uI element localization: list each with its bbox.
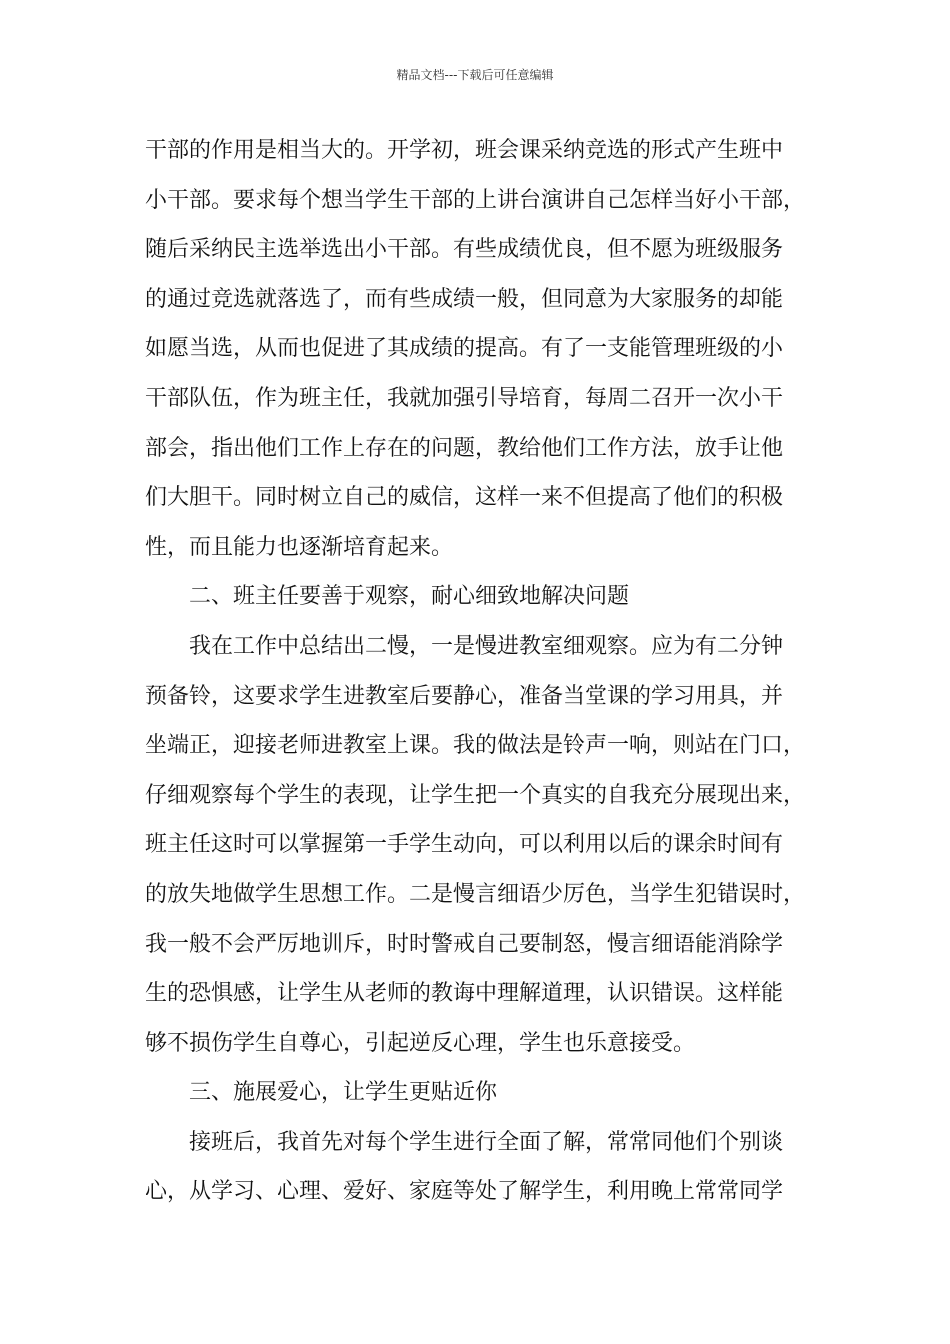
section-heading: 二、班主任要善于观察，耐心细致地解决问题 [189, 584, 630, 610]
text-line: 性，而且能力也逐渐培育起来。 [145, 534, 454, 560]
text-line: 我在工作中总结出二慢，一是慢进教室细观察。应为有二分钟 [189, 633, 784, 659]
text-line: 干部队伍，作为班主任，我就加强引导培育，每周二召开一次小干 [145, 385, 784, 411]
text-line: 生的恐惧感，让学生从老师的教诲中理解道理，认识错误。这样能 [145, 981, 784, 1007]
text-line: 预备铃，这要求学生进教室后要静心，准备当堂课的学习用具，并 [145, 683, 784, 709]
text-line: 心，从学习、心理、爱好、家庭等处了解学生，利用晚上常常同学 [145, 1179, 784, 1205]
text-line: 我一般不会严厉地训斥，时时警戒自己要制怒，慢言细语能消除学 [145, 931, 784, 957]
page-header: 精品文档---下载后可任意编辑 [396, 68, 554, 82]
text-line: 随后采纳民主选举选出小干部。有些成绩优良，但不愿为班级服务 [145, 237, 784, 263]
text-line: 们大胆干。同时树立自己的威信，这样一来不但提高了他们的积极 [145, 485, 784, 511]
text-line: 小干部。要求每个想当学生干部的上讲台演讲自己怎样当好小干部， [145, 187, 806, 213]
document-body [145, 126, 825, 1217]
text-line: 的放失地做学生思想工作。二是慢言细语少厉色，当学生犯错误时， [145, 881, 806, 907]
text-line: 如愿当选，从而也促进了其成绩的提高。有了一支能管理班级的小 [145, 336, 784, 362]
text-line: 接班后，我首先对每个学生进行全面了解，常常同他们个别谈 [189, 1129, 784, 1155]
text-line: 的通过竞选就落选了，而有些成绩一般，但同意为大家服务的却能 [145, 286, 784, 312]
text-line: 班主任这时可以掌握第一手学生动向，可以利用以后的课余时间有 [145, 832, 784, 858]
section-heading: 三、施展爱心，让学生更贴近你 [189, 1080, 498, 1106]
text-line: 部会，指出他们工作上存在的问题，教给他们工作方法，放手让他 [145, 435, 784, 461]
text-line: 够不损伤学生自尊心，引起逆反心理，学生也乐意接受。 [145, 1030, 696, 1056]
text-line: 干部的作用是相当大的。开学初，班会课采纳竞选的形式产生班中 [145, 138, 784, 163]
text-line: 仔细观察每个学生的表现，让学生把一个真实的自我充分展现出来， [145, 782, 806, 808]
text-line: 坐端正，迎接老师进教室上课。我的做法是铃声一响，则站在门口， [145, 733, 806, 759]
